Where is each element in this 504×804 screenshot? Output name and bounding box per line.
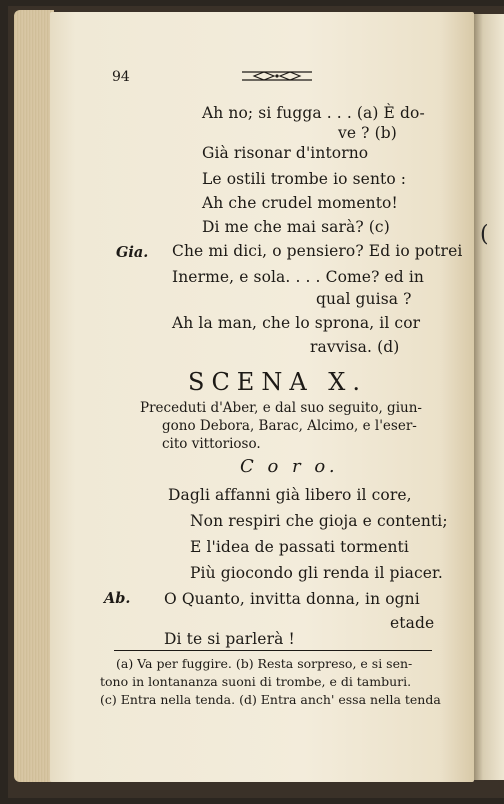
verse-line: Le ostili trombe io sento : bbox=[202, 170, 407, 188]
verse-line: qual guisa ? bbox=[316, 290, 412, 308]
chorus-line: Non respiri che gioja e contenti; bbox=[190, 512, 448, 530]
next-page-edge bbox=[474, 14, 504, 780]
verse-line: Ah no; si fugga . . . (a) È do- bbox=[202, 104, 425, 122]
stage-direction-line: Preceduti d'Aber, e dal suo seguito, giun- bbox=[140, 400, 422, 416]
verse-line: ve ? (b) bbox=[338, 124, 397, 142]
verse-line: etade bbox=[390, 614, 435, 632]
verse-line: Ah che crudel momento! bbox=[202, 194, 398, 212]
chorus-line: Più giocondo gli renda il piacer. bbox=[190, 564, 443, 582]
page-edges bbox=[14, 10, 54, 782]
footnote-line: (c) Entra nella tenda. (d) Entra anch' essa nella tenda bbox=[100, 692, 441, 707]
footnote-rule bbox=[114, 650, 432, 651]
chorus-label: C o r o. bbox=[240, 456, 339, 477]
bracket-mark: ( bbox=[480, 222, 489, 247]
verse-line: ravvisa. (d) bbox=[310, 338, 400, 356]
footnote-line: (a) Va per fuggire. (b) Resta sorpreso, e si sen- bbox=[116, 656, 413, 671]
page-number: 94 bbox=[112, 69, 130, 85]
verse-line: Di me che mai sarà? (c) bbox=[202, 218, 390, 236]
verse-line: Ah la man, che lo sprona, il cor bbox=[172, 314, 421, 332]
verse-line: Che mi dici, o pensiero? Ed io potrei bbox=[172, 242, 463, 260]
footnote-line: tono in lontananza suoni di trombe, e di tamburi. bbox=[100, 674, 412, 689]
speaker-label: Ab. bbox=[104, 590, 131, 607]
scene-title: SCENA X. bbox=[188, 368, 367, 396]
speaker-label: Gia. bbox=[116, 244, 149, 261]
stage-direction-line: gono Debora, Barac, Alcimo, e l'eser- bbox=[162, 418, 417, 434]
verse-line: O Quanto, invitta donna, in ogni bbox=[164, 590, 420, 608]
verse-line: Di te si parlerà ! bbox=[164, 630, 295, 648]
chorus-line: Dagli affanni già libero il core, bbox=[168, 486, 412, 504]
verse-line: Già risonar d'intorno bbox=[202, 144, 369, 162]
stage-direction-line: cito vittorioso. bbox=[162, 436, 261, 452]
chorus-line: E l'idea de passati tormenti bbox=[190, 538, 409, 556]
verse-line: Inerme, e sola. . . . Come? ed in bbox=[172, 268, 424, 286]
ornament-icon bbox=[240, 68, 314, 84]
